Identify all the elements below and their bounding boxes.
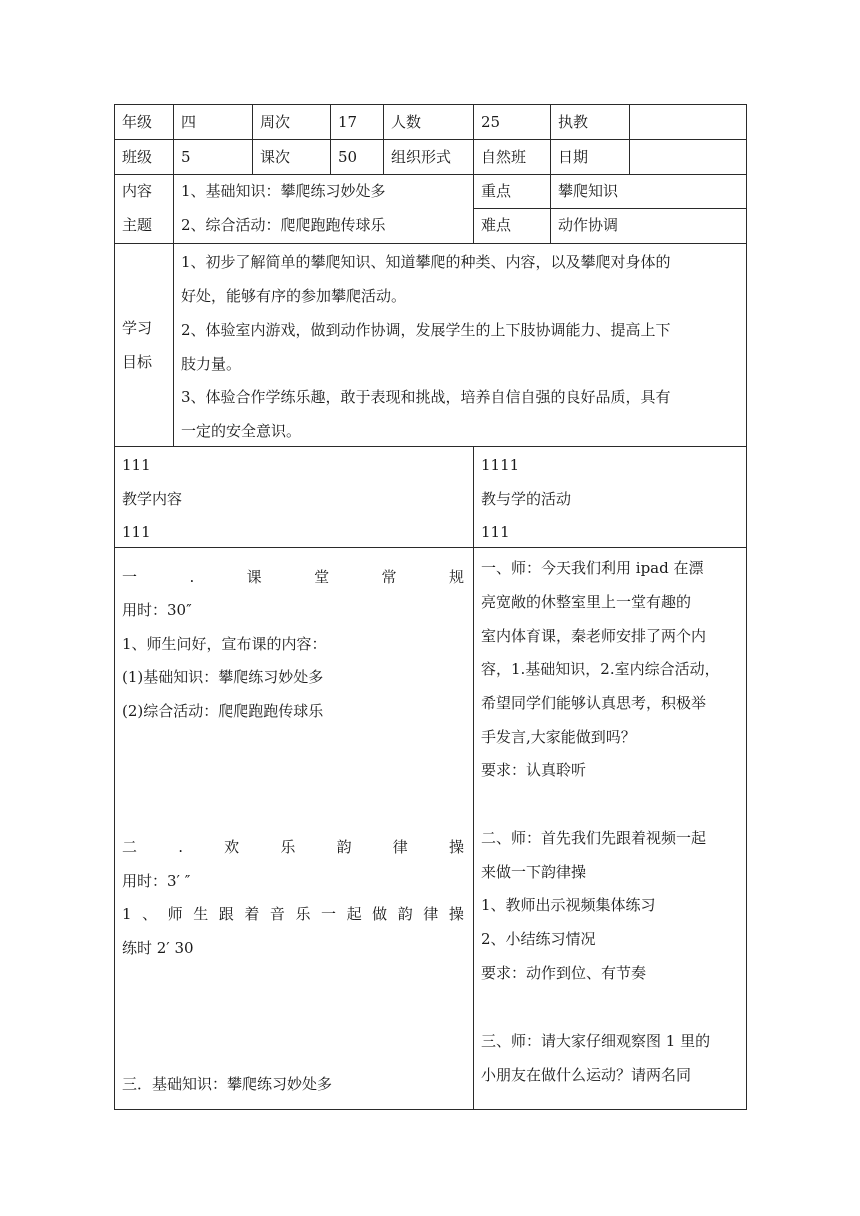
item-char: 乐 [295,905,311,923]
heading-char: 一 [122,568,138,586]
teaching-activity-header: 教与学的活动 [481,490,572,508]
heading-char: 欢 [224,838,240,856]
activity-3-line: 三、师：请大家仔细观察图 1 里的 [481,1032,711,1050]
count-label: 人数 [391,113,422,131]
section-1-time: 用时：30″ [122,601,192,619]
key-point-value: 攀爬知识 [558,182,619,200]
activity-1-requirement: 要求：认真聆听 [481,761,587,779]
item-char: 一 [321,905,337,923]
grade-value: 四 [181,113,197,131]
item-char: 着 [244,905,260,923]
table-col-label [173,104,174,244]
item-char: 1 [122,905,132,923]
item-char: 起 [346,905,362,923]
activity-1-line: 手发言,大家能做到吗？ [481,728,636,746]
activity-1-line: 亮宽敞的休整室里上一堂有趣的 [481,593,692,611]
item-char: 跟 [218,905,234,923]
activity-1-line: 希望同学们能够认真思考，积极举 [481,694,707,712]
objective-line: 肢力量。 [181,355,242,373]
objective-line: 好处，能够有序的参加攀爬活动。 [181,287,407,305]
class-label: 班级 [122,148,153,166]
activity-2-requirement: 要求：动作到位、有节奏 [481,964,647,982]
theme-label: 主题 [122,216,153,234]
item-char: 音 [269,905,285,923]
table-border-bottom [114,1109,747,1110]
table-col-2 [252,104,253,174]
table-border-right [746,104,747,1110]
section-3-heading: 三．基础知识：攀爬练习妙处多 [122,1075,333,1093]
heading-char: 乐 [280,838,296,856]
heading-char: 规 [448,568,464,586]
activity-1-line: 一、师：今天我们利用 ipad 在漂 [481,559,704,577]
table-col-7 [629,104,630,174]
right-header-bottom: 111 [481,523,510,541]
table-col-5 [473,104,474,244]
objectives-label-2: 目标 [122,353,153,371]
activity-2-item-2: 2、小结练习情况 [481,930,596,948]
table-line-objectives [114,446,747,447]
section-1-sub-1: (1)基础知识：攀爬练习妙处多 [122,668,324,686]
activity-2-line: 二、师：首先我们先跟着视频一起 [481,829,707,847]
item-char: 做 [372,905,388,923]
objective-line: 2、体验室内游戏，做到动作协调，发展学生的上下肢协调能力、提高上下 [181,321,671,339]
table-line-key [473,208,747,209]
section-2-heading [122,837,464,857]
activity-3-line: 小朋友在做什么运动？请两名同 [481,1066,692,1084]
week-value: 17 [338,113,358,131]
activity-1-line: 容，1.基础知识，2.室内综合活动， [481,660,720,678]
table-col-objectives-label [173,243,174,447]
section-1-sub-2: (2)综合活动：爬爬跑跑传球乐 [122,702,324,720]
heading-char: . [189,568,195,586]
heading-char: 韵 [336,838,352,856]
class-value: 5 [181,148,191,166]
section-2-practice-time: 练时 2′ 30 [122,939,194,957]
heading-char: 律 [392,838,408,856]
activity-2-item-1: 1、教师出示视频集体练习 [481,896,656,914]
teacher-label: 执教 [558,113,589,131]
item-char: 律 [423,905,439,923]
table-line-section-header [114,547,747,548]
item-char: 、 [142,905,158,923]
content-item-2: 2、综合活动：爬爬跑跑传球乐 [181,216,386,234]
section-2-item [122,904,464,924]
objective-line: 1、初步了解简单的攀爬知识、知道攀爬的种类、内容，以及攀爬对身体的 [181,253,671,271]
table-col-3 [330,104,331,174]
table-col-4 [383,104,384,174]
item-char: 操 [448,905,464,923]
item-char: 师 [167,905,183,923]
table-line-content [114,243,747,244]
heading-char: 操 [448,838,464,856]
objective-line: 一定的安全意识。 [181,422,302,440]
teaching-content-header: 教学内容 [122,490,183,508]
section-1-heading [122,567,464,587]
lesson-value: 50 [338,148,358,166]
right-header-top: 1111 [481,456,520,474]
left-header-top: 111 [122,456,151,474]
section-2-time: 用时：3′ ″ [122,872,191,890]
item-char: 生 [193,905,209,923]
content-item-1: 1、基础知识：攀爬练习妙处多 [181,182,386,200]
section-1-item: 1、师生问好，宣布课的内容： [122,635,327,653]
lesson-label: 课次 [260,148,291,166]
table-col-6 [550,104,551,244]
date-label: 日期 [558,148,589,166]
objective-line: 3、体验合作学练乐趣，敢于表现和挑战，培养自信自强的良好品质，具有 [181,388,671,406]
activity-2-line: 来做一下韵律操 [481,863,587,881]
week-label: 周次 [260,113,291,131]
grade-label: 年级 [122,113,153,131]
count-value: 25 [481,113,501,131]
form-value: 自然班 [481,148,527,166]
table-border-top [114,104,747,105]
difficulty-label: 难点 [481,216,512,234]
activity-1-line: 室内体育课，秦老师安排了两个内 [481,627,707,645]
key-point-label: 重点 [481,182,512,200]
difficulty-value: 动作协调 [558,216,619,234]
heading-char: 二 [122,838,138,856]
table-border-left [114,104,115,1110]
heading-char: 堂 [314,568,330,586]
heading-char: . [178,838,183,856]
table-line-row1 [114,139,747,140]
table-line-row2 [114,174,747,175]
item-char: 韵 [397,905,413,923]
table-col-split [473,446,474,1110]
left-header-bottom: 111 [122,523,151,541]
objectives-label-1: 学习 [122,319,153,337]
form-label: 组织形式 [391,148,452,166]
heading-char: 课 [246,568,262,586]
heading-char: 常 [381,568,397,586]
content-label: 内容 [122,182,153,200]
